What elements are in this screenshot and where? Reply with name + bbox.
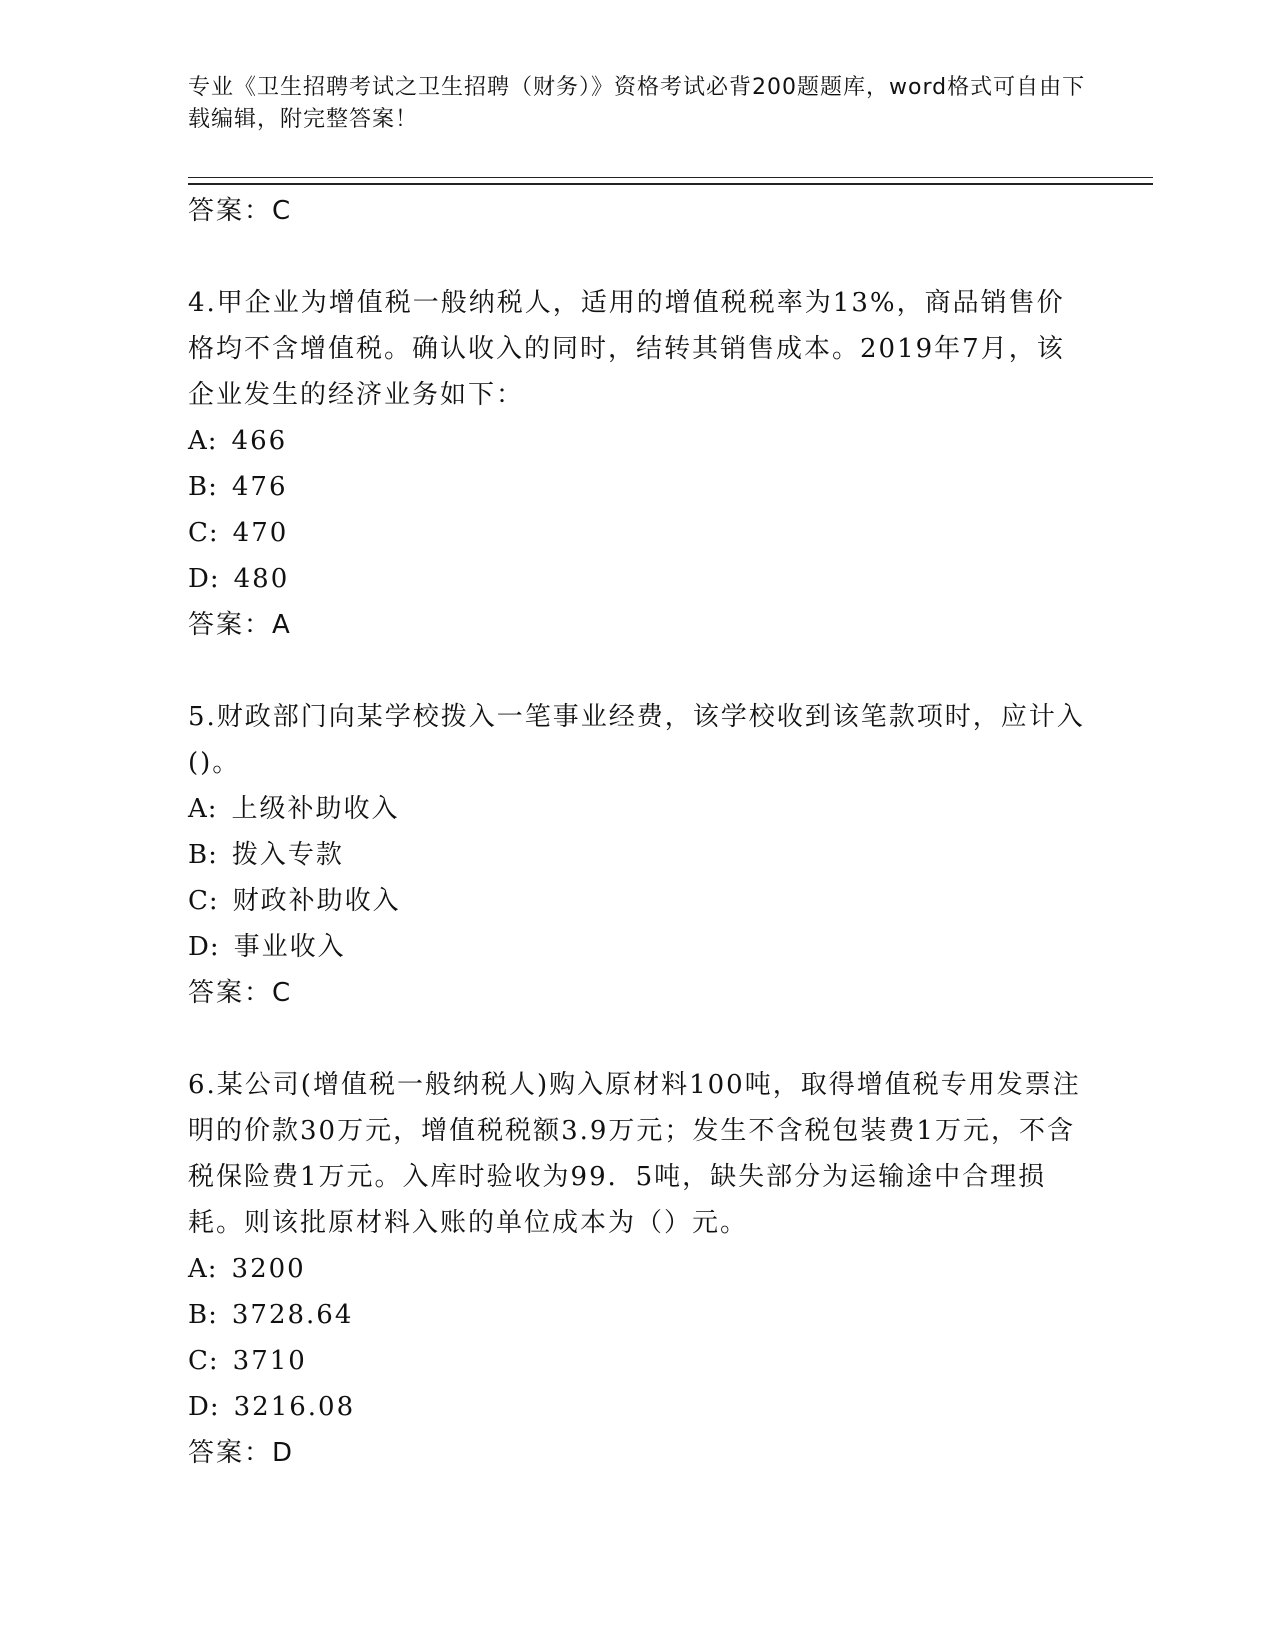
option-text: 476 <box>231 472 288 502</box>
option-a <box>188 418 1088 464</box>
option-text: 财政补助收入 <box>232 886 401 916</box>
option-text: 上级补助收入 <box>231 794 400 824</box>
option-text: 3710 <box>232 1346 307 1376</box>
option-text: 466 <box>231 426 288 456</box>
option-letter: D: <box>188 932 220 962</box>
option-letter: C: <box>188 518 219 548</box>
option-text: 470 <box>232 518 289 548</box>
option-d <box>188 1384 1088 1430</box>
question-4 <box>188 280 1088 648</box>
question-5 <box>188 694 1088 1016</box>
option-text: 事业收入 <box>233 932 346 962</box>
option-text: 3216.08 <box>233 1392 356 1422</box>
option-a <box>188 1246 1088 1292</box>
option-letter: C: <box>188 886 219 916</box>
header-divider-thin <box>188 177 1153 178</box>
option-b <box>188 464 1088 510</box>
option-d <box>188 924 1088 970</box>
page-header-text: 专业《卫生招聘考试之卫生招聘（财务）》资格考试必背200题题库，word格式可自由下载编辑，附完整答案！ <box>188 75 1086 132</box>
option-d <box>188 556 1088 602</box>
option-c <box>188 1338 1088 1384</box>
option-letter: B: <box>188 840 218 870</box>
option-letter: B: <box>188 1300 218 1330</box>
option-letter: C: <box>188 1346 219 1376</box>
option-letter: A: <box>188 426 218 456</box>
option-text: 3200 <box>231 1254 306 1284</box>
option-text: 480 <box>233 564 290 594</box>
option-letter: B: <box>188 472 218 502</box>
question-stem: 4.甲企业为增值税一般纳税人，适用的增值税税率为13%，商品销售价格均不含增值税。确认收入的同时，结转其销售成本。2019年7月，该企业发生的经济业务如下： <box>188 288 1065 410</box>
option-text: 3728.64 <box>231 1300 354 1330</box>
option-text: 拨入专款 <box>231 840 344 870</box>
question-stem: 5.财政部门向某学校拨入一笔事业经费，该学校收到该笔款项时，应计入()。 <box>188 702 1085 778</box>
option-letter: D: <box>188 564 220 594</box>
option-b <box>188 1292 1088 1338</box>
question-list <box>188 188 1088 1476</box>
question-answer: 答案：A <box>188 610 292 640</box>
option-c <box>188 510 1088 556</box>
option-b <box>188 832 1088 878</box>
header-divider-thick <box>188 183 1153 185</box>
option-letter: A: <box>188 794 218 824</box>
question-6 <box>188 1062 1088 1476</box>
option-letter: A: <box>188 1254 218 1284</box>
previous-answer: 答案：C <box>188 196 293 226</box>
question-answer: 答案：D <box>188 1438 295 1468</box>
option-a <box>188 786 1088 832</box>
option-c <box>188 878 1088 924</box>
question-stem: 6.某公司(增值税一般纳税人)购入原材料100吨，取得增值税专用发票注明的价款30万元，增值税税额3.9万元；发生不含税包装费1万元，不含税保险费1万元。入库时验收为99．5吨，缺失部分为运输途中合理损耗。则该批原材料入账的单位成本为（）元。 <box>188 1070 1081 1238</box>
option-letter: D: <box>188 1392 220 1422</box>
question-answer: 答案：C <box>188 978 293 1008</box>
